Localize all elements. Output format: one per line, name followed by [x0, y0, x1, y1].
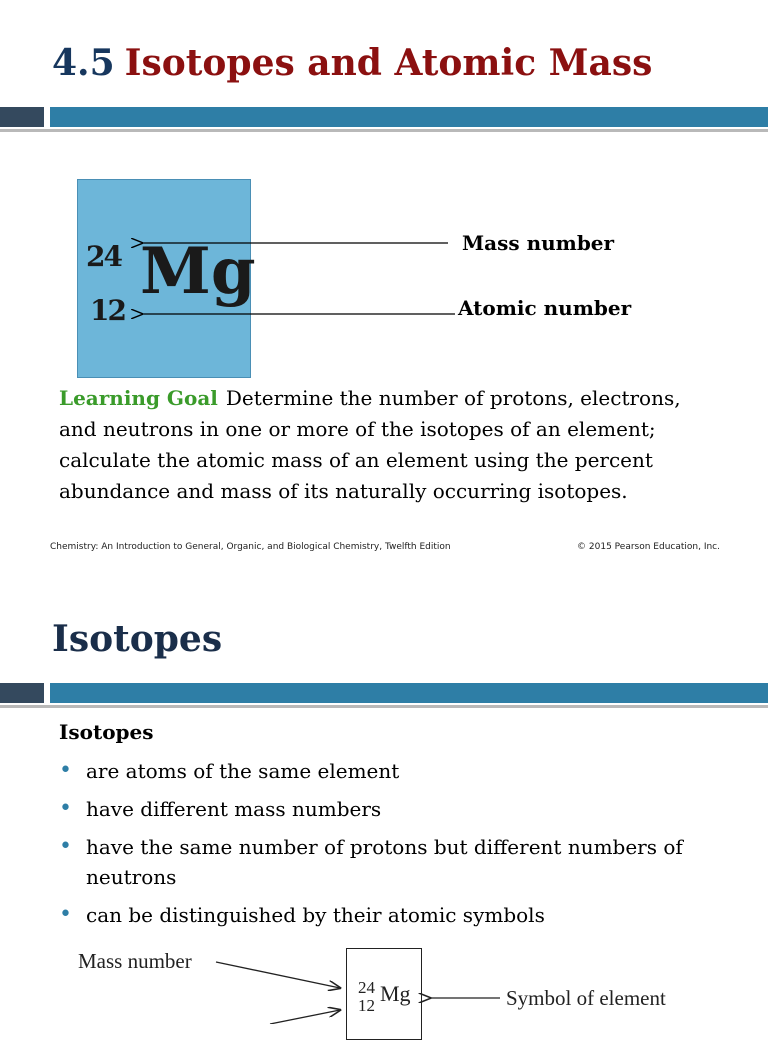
- tile-element-symbol: Mg: [140, 234, 256, 309]
- section-number: 4.5: [52, 42, 115, 84]
- learning-goal-text: Determine the number of protons, electrons, and neutrons in one or more of the isotopes of an element; calculate the atomic mass of an element using the percent abundance and mass of its naturally occurring isotopes.: [59, 386, 681, 503]
- diagram-arrows: [0, 576, 768, 1024]
- section-title: Isotopes and Atomic Mass: [124, 42, 653, 84]
- diagram-atomic-number: 12: [358, 996, 375, 1015]
- diagram-mass-number: 24: [358, 978, 375, 997]
- bullet-icon: •: [59, 758, 72, 783]
- mass-number-pointer: [216, 962, 340, 988]
- list-item: • have different mass numbers: [59, 794, 699, 824]
- bullet-icon: •: [59, 902, 72, 927]
- tile-mass-number: 24: [86, 240, 121, 273]
- diagram-symbol-label: Symbol of element: [506, 986, 666, 1010]
- tile-atomic-number: 12: [90, 294, 125, 327]
- atomic-number-label: Atomic number: [458, 296, 632, 320]
- footer-copyright: © 2015 Pearson Education, Inc.: [577, 542, 720, 552]
- footer-book-title: Chemistry: An Introduction to General, Organic, and Biological Chemistry, Twelfth Edition: [50, 542, 451, 552]
- diagram-element-symbol: Mg: [380, 981, 411, 1006]
- list-item: • are atoms of the same element: [59, 756, 699, 786]
- bullet-icon: •: [59, 796, 72, 821]
- bullet-icon: •: [59, 834, 72, 859]
- diagram-mass-number-label: Mass number: [78, 949, 192, 973]
- atomic-number-pointer: [270, 1010, 340, 1024]
- slide-title: Isotopes: [52, 618, 223, 660]
- list-item: • can be distinguished by their atomic symbols: [59, 900, 699, 930]
- slide-2: [0, 576, 768, 1024]
- mass-number-label: Mass number: [462, 231, 615, 255]
- list-item: • have the same number of protons but different numbers of neutrons: [59, 834, 683, 889]
- learning-goal-label: Learning Goal: [59, 386, 218, 410]
- learning-goal: [59, 383, 709, 507]
- isotopes-subheading: Isotopes: [59, 720, 154, 744]
